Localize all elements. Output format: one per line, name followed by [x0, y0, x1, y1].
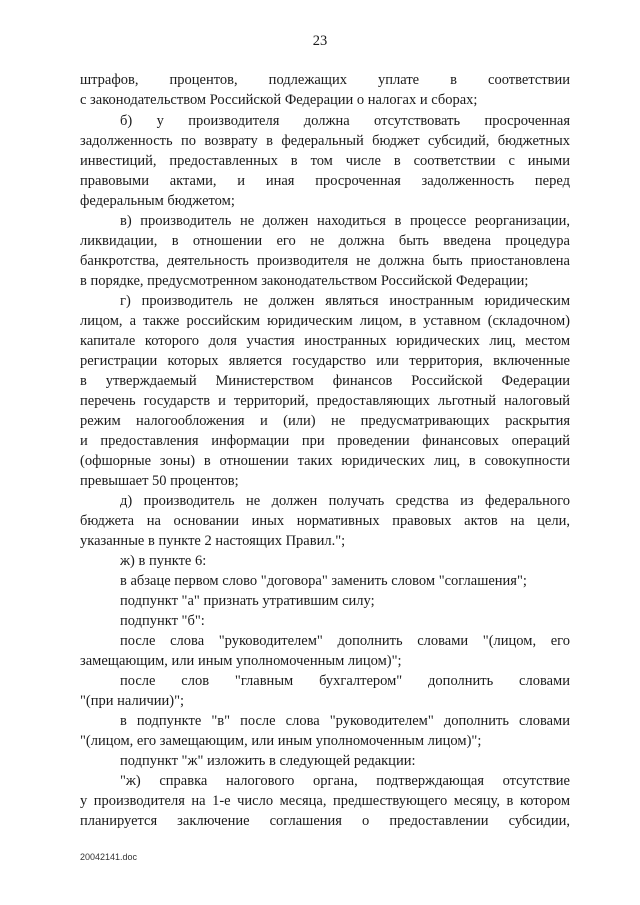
text-line: регистрации которых является государство или территория, включенные	[80, 353, 570, 369]
text-line: превышает 50 процентов;	[80, 473, 239, 489]
text-line: (офшорные зоны) в отношении таких юридических лиц, в совокупности	[80, 453, 570, 469]
text-line: федеральным бюджетом;	[80, 193, 235, 209]
text-line: г) производитель не должен являться иностранным юридическим	[120, 293, 570, 309]
text-line: режим налогообложения и (или) не предусматривающих раскрытия	[80, 413, 570, 429]
text-line: после слов "главным бухгалтером" дополнить словами	[120, 673, 570, 689]
text-line: д) производитель не должен получать средства из федерального	[120, 493, 570, 509]
text-line: инвестиций, предоставленных в том числе в соответствии с иными	[80, 153, 570, 169]
text-line: подпункт "а" признать утратившим силу;	[120, 593, 375, 609]
text-line: лицом, а также российским юридическим лицом, в уставном (складочном)	[80, 313, 570, 329]
text-line: подпункт "б":	[120, 613, 205, 629]
text-line: с законодательством Российской Федерации о налогах и сборах;	[80, 92, 478, 108]
text-line: в порядке, предусмотренном законодательством Российской Федерации;	[80, 273, 529, 289]
text-line: после слова "руководителем" дополнить словами "(лицом, его	[120, 633, 570, 649]
text-line: в утверждаемый Министерством финансов Российской Федерации	[80, 373, 570, 389]
text-line: перечень государств и территорий, предоставляющих льготный налоговый	[80, 393, 570, 409]
text-line: задолженность по возврату в федеральный бюджет субсидий, бюджетных	[80, 133, 570, 149]
text-line: указанные в пункте 2 настоящих Правил.";	[80, 533, 346, 549]
text-line: бюджета на основании иных нормативных правовых актов на цели,	[80, 513, 570, 529]
text-line: капитале которого доля участия иностранных юридических лиц, местом	[80, 333, 570, 349]
text-line: подпункт "ж" изложить в следующей редакции:	[120, 753, 416, 769]
text-line: б) у производителя должна отсутствовать просроченная	[120, 113, 570, 129]
document-filename: 20042141.doc	[80, 852, 138, 862]
text-line: в) производитель не должен находиться в процессе реорганизации,	[120, 213, 570, 229]
page-number: 23	[312, 33, 328, 49]
text-line: у производителя на 1-е число месяца, предшествующего месяцу, в котором	[80, 793, 570, 809]
text-line: в абзаце первом слово "договора" заменить словом "соглашения";	[120, 573, 527, 589]
text-line: ликвидации, в отношении его не должна быть введена процедура	[80, 233, 570, 249]
text-line: и предоставления информации при проведении финансовых операций	[80, 433, 570, 449]
text-line: в подпункте "в" после слова "руководителем" дополнить словами	[120, 713, 570, 729]
text-line: штрафов, процентов, подлежащих уплате в соответствии	[80, 72, 570, 88]
text-line: правовыми актами, и иная просроченная задолженность перед	[80, 173, 570, 189]
text-line: "ж) справка налогового органа, подтверждающая отсутствие	[120, 773, 570, 789]
text-line: замещающим, или иным уполномоченным лицом)";	[80, 653, 402, 669]
text-line: ж) в пункте 6:	[120, 553, 207, 569]
text-line: "(при наличии)";	[80, 693, 185, 709]
text-line: "(лицом, его замещающим, или иным уполномоченным лицом)";	[80, 733, 482, 749]
text-line: планируется заключение соглашения о предоставлении субсидии,	[80, 813, 570, 829]
text-line: банкротства, деятельность производителя не должна быть приостановлена	[80, 253, 570, 269]
